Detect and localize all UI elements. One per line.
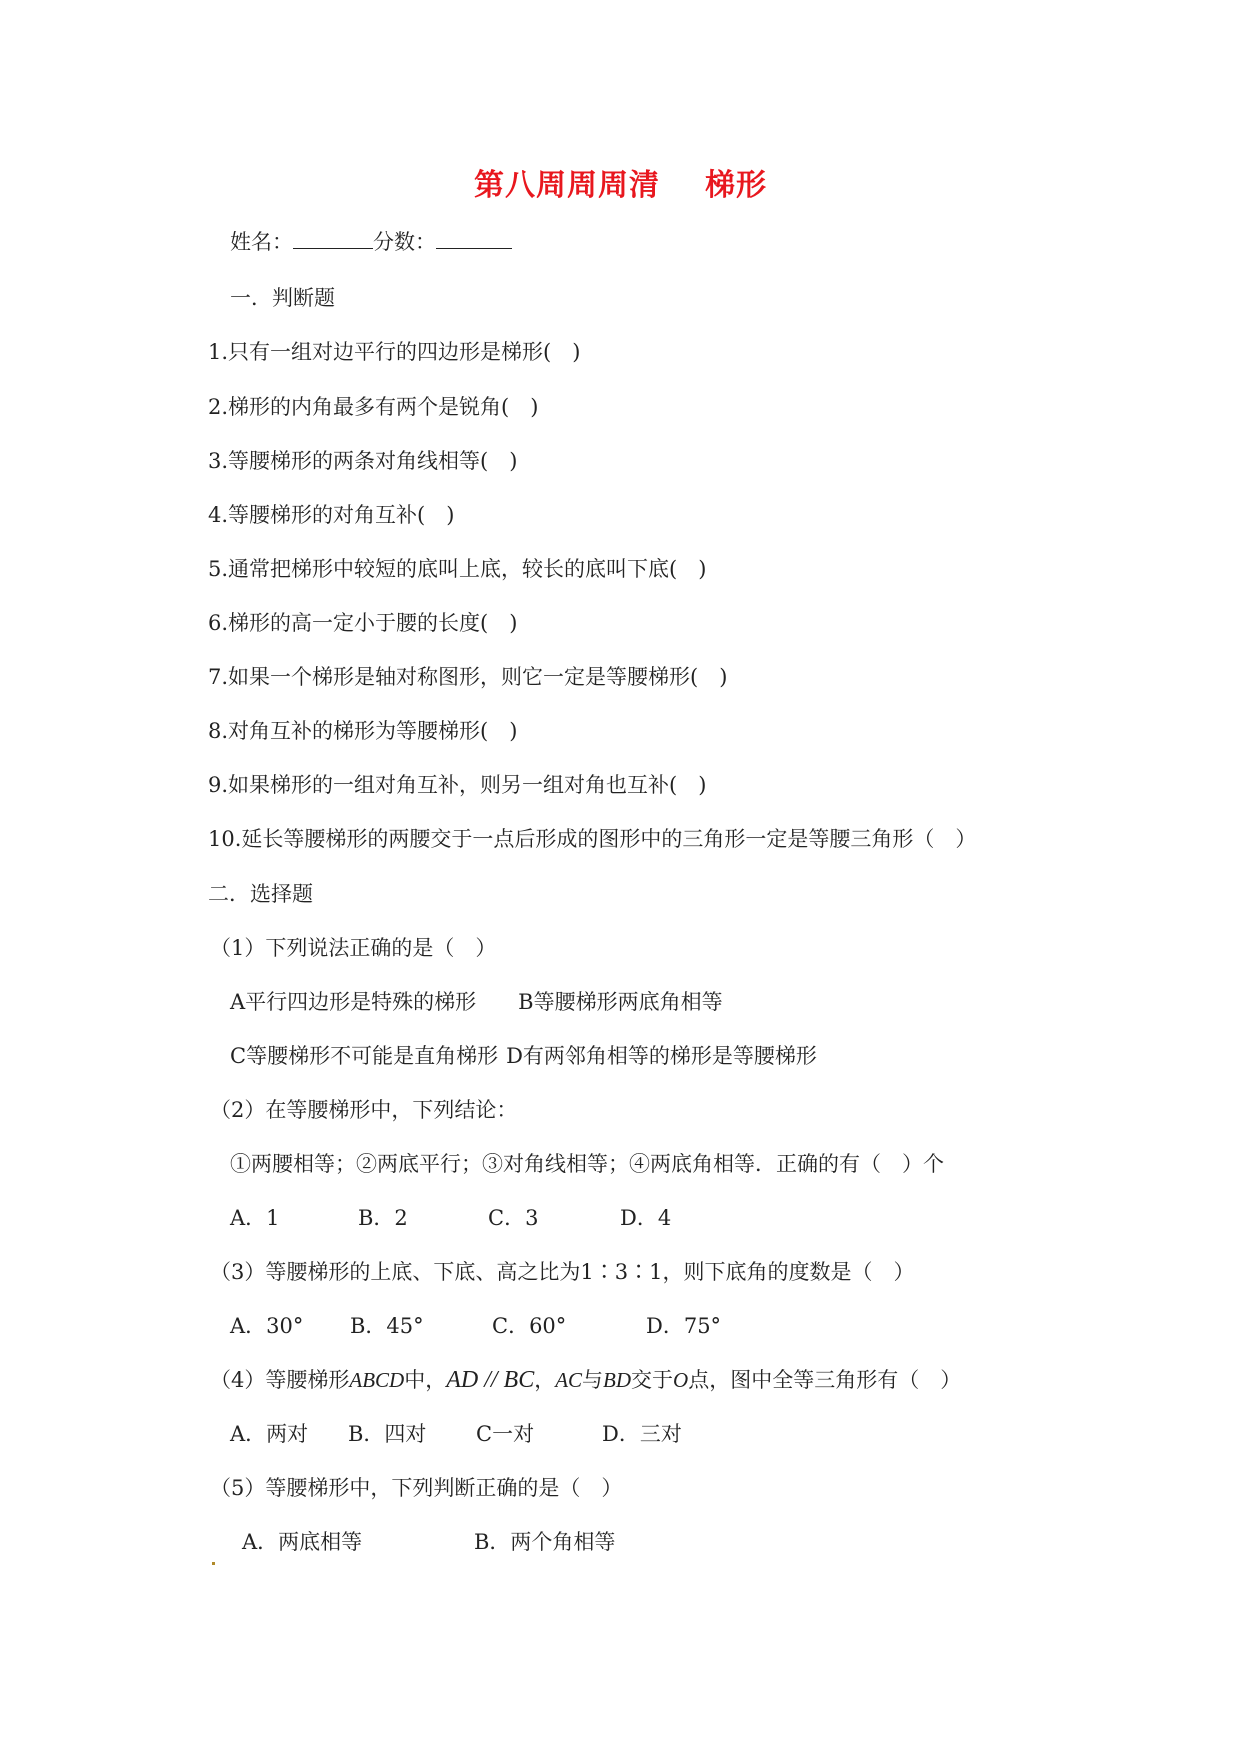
q4-stem-text-f: 点，图中全等三角形有（ ） [688, 1368, 962, 1392]
q4-option-d: D．三对 [602, 1422, 682, 1446]
q2-option-c: C．3 [488, 1206, 539, 1230]
q2-options [230, 1204, 671, 1232]
q5-option-b: B．两个角相等 [474, 1530, 616, 1554]
q3-option-b: B．45° [350, 1314, 424, 1338]
q3-options [230, 1312, 721, 1340]
title-main: 第八周周周清 [474, 168, 660, 203]
q5-option-a: A．两底相等 [242, 1530, 363, 1554]
q1-stem: （1）下列说法正确的是（ ） [210, 936, 497, 960]
q5-options [242, 1528, 615, 1556]
score-blank [436, 228, 512, 249]
q4-stem-text-a: （4）等腰梯形 [210, 1368, 350, 1392]
q4-option-a: A．两对 [230, 1422, 309, 1446]
judge-item-2: 2.梯形的内角最多有两个是锐角( ) [208, 395, 539, 419]
judge-item-8: 8.对角互补的梯形为等腰梯形( ) [208, 719, 518, 743]
q4-stem-text-b: 中， [404, 1368, 447, 1392]
section1-heading: 一．判断题 [230, 286, 335, 310]
q4-options [230, 1420, 682, 1448]
judge-item-9: 9.如果梯形的一组对角互补，则另一组对角也互补( ) [208, 773, 707, 797]
judge-item-1: 1.只有一组对边平行的四边形是梯形( ) [208, 340, 581, 364]
q4-option-c: C一对 [476, 1422, 535, 1446]
q3-option-a: A．30° [230, 1314, 304, 1338]
q1-options-cd [230, 1042, 817, 1070]
q1-option-c: C等腰梯形不可能是直角梯形 [230, 1044, 499, 1068]
judge-item-4: 4.等腰梯形的对角互补( ) [208, 503, 455, 527]
q4-stem [210, 1366, 961, 1394]
q1-option-a: A平行四边形是特殊的梯形 [230, 990, 477, 1014]
name-blank [293, 228, 373, 249]
stray-dot [212, 1562, 215, 1565]
name-label: 姓名： [230, 230, 293, 254]
q4-option-b: B．四对 [348, 1422, 427, 1446]
q1-option-b: B等腰梯形两底角相等 [518, 990, 723, 1014]
q3-stem: （3）等腰梯形的上底、下底、高之比为1∶3∶1，则下底角的度数是（ ） [210, 1260, 915, 1284]
q2-statement: ①两腰相等；②两底平行；③对角线相等；④两底角相等．正确的有（ ）个 [230, 1152, 944, 1176]
math-bd: BD [603, 1368, 632, 1392]
q3-option-c: C．60° [492, 1314, 567, 1338]
q2-stem: （2）在等腰梯形中，下列结论： [210, 1098, 518, 1122]
section2-heading: 二．选择题 [208, 882, 313, 906]
math-abcd: ABCD [349, 1368, 405, 1392]
q2-option-a: A．1 [230, 1206, 280, 1230]
judge-item-6: 6.梯形的高一定小于腰的长度( ) [208, 611, 518, 635]
judge-item-3: 3.等腰梯形的两条对角线相等( ) [208, 449, 518, 473]
q4-stem-text-e: 交于 [631, 1368, 674, 1392]
q2-option-b: B．2 [358, 1206, 408, 1230]
q2-option-d: D．4 [620, 1206, 672, 1230]
judge-item-10: 10.延长等腰梯形的两腰交于一点后形成的图形中的三角形一定是等腰三角形（ ） [208, 827, 977, 851]
page-title [0, 160, 1241, 204]
score-label: 分数： [373, 230, 436, 254]
q5-stem: （5）等腰梯形中，下列判断正确的是（ ） [210, 1476, 623, 1500]
title-topic: 梯形 [705, 168, 767, 203]
q3-option-d: D．75° [646, 1314, 722, 1338]
q4-stem-text-d: 与 [582, 1368, 604, 1392]
math-o: O [673, 1368, 689, 1392]
q1-option-d: D有两邻角相等的梯形是等腰梯形 [506, 1044, 817, 1068]
judge-item-7: 7.如果一个梯形是轴对称图形，则它一定是等腰梯形( ) [208, 665, 728, 689]
math-ad-parallel-bc: AD // BC [446, 1367, 535, 1393]
judge-item-5: 5.通常把梯形中较短的底叫上底，较长的底叫下底( ) [208, 557, 707, 581]
q1-options-ab [230, 988, 723, 1016]
math-ac: AC [555, 1368, 583, 1392]
info-line [230, 228, 512, 256]
q4-stem-text-c: ， [534, 1368, 556, 1392]
